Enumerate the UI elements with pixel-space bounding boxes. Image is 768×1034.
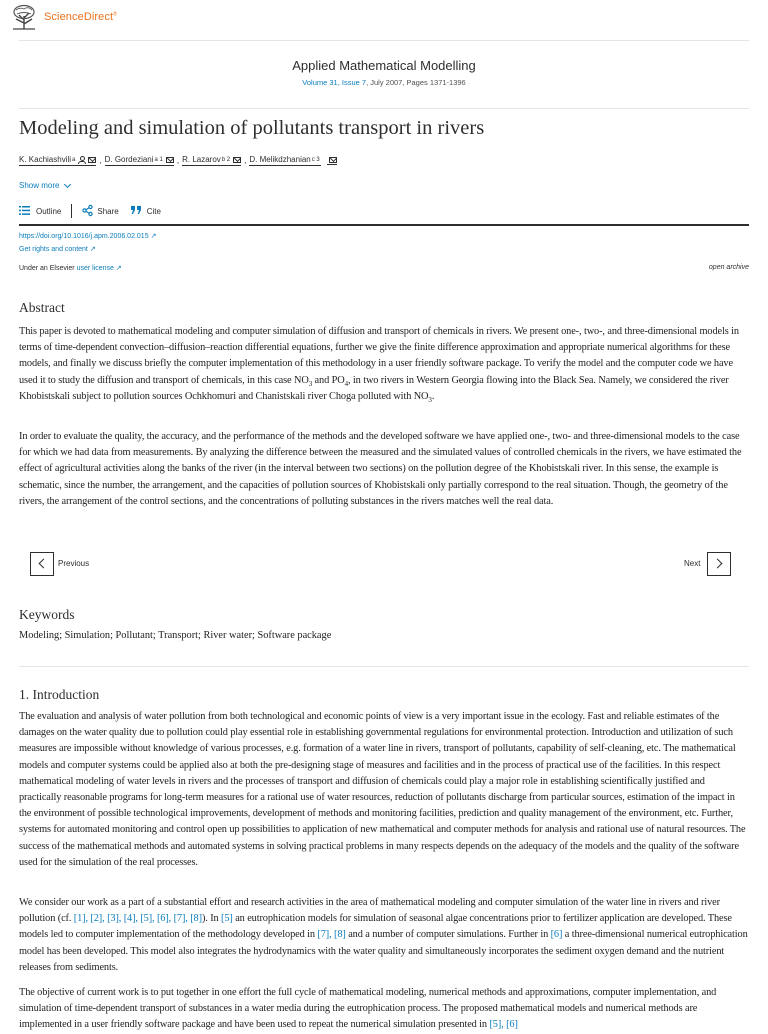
external-link-icon: ↗ [150, 233, 157, 240]
previous-button[interactable] [30, 552, 54, 576]
abstract-paragraph: In order to evaluate the quality, the accuracy, and the performance of the methods and the developed software we have applied one-, two- and three-dimensional models to the case for which we had data from measurements. By analyzing the difference between the measured and the simulated values of controlled chemicals in the rivers, we have estimated the effect of agricultural activities along the banks of the river (in the interval between two sections) on the pollution degree of the Khobistskali river. In this sense, the example is schematic, since the number, the arrangement, and the capacities of pollution sources of Khobistskali only partially correspond to the real situation. Though, the geometry of the rivers, the arrangement of the control sections, and the concentrations of polluting substances in the rivers matches well the real data. [19, 431, 742, 507]
brand-name: ScienceDirect® [44, 11, 117, 23]
introduction-paragraph: We consider our work as a part of a substantial effort and research activities in the area of mathematical modeling and computer simulation of the water line in rivers and river pollution (cf. [1], [2], [3], [4], [5], [6], [7], [8]). In [5] an eutrophication models for simulation of seasonal algae concentrations prior to fertilizer application are developed. These models led to computer implementation of the methodology developed in [7], [8] and a number of computer simulations. Further in [6] a three-dimensional numerical eutrophication model has been developed. This model also integrates the hydrodynamics with the water quality and simultaneously incorporates the sediment oxygen demand and the nutrient releases from sediments. [19, 897, 748, 973]
journal-title[interactable]: Applied Mathematical Modelling [292, 58, 476, 73]
author-link[interactable]: R. Lazarov b 2 [182, 155, 241, 166]
email-icon [166, 157, 174, 163]
section-divider [19, 666, 749, 667]
site-header [0, 0, 768, 40]
reference-links[interactable]: [1], [2], [3], [4], [5], [6], [7], [8] [73, 913, 202, 925]
sciencedirect-logo[interactable] [10, 4, 117, 30]
journal-issue-info: Volume 31, Issue 7, July 2007, Pages 1371-1396 [302, 78, 466, 87]
list-icon [19, 206, 30, 217]
author-separator: , [244, 156, 247, 165]
cite-button[interactable]: Cite [131, 206, 161, 217]
reference-link[interactable]: [6] [550, 929, 563, 941]
introduction-paragraph: The evaluation and analysis of water pollution from both technological and economic points of view is a very important issue in the ecology. Fast and reliable estimates of the damages on the water quality due to pollution could play essential role in establishing governmental regulations for environmental protection. Introduction and utilization of such measures are impossible without knowledge of various processes, e.g. formation of a water line in rivers, transport of pollutants, capability of self-cleaning, etc. The mathematical models and computer systems could be applied also at both the pre-designing stage of measures and facilities and in the process of practical use of the facilities. In this respect mathematical modeling of water levels in rivers and the processes of transport and diffusion of chemicals could play a major role in establishing scientifically justified and practically reasonable programs for long-term measures for a rational use of water resources, reduction of pollutants discharge from particular sources, estimation of the impact in the environment of possible technological improvements, development of methods and monitoring facilities, prediction and quality management of the environment, etc. Further, systems for automated monitoring and control open up possibilities to application of new mathematical and computer methods for analysis and rational use of natural resources. The success of the mathematical methods and automated systems in solving practical problems in many respects depends on the adequacy of the models and the quality of the software used for the simulation of the real processes. [19, 711, 746, 868]
article-title: Modeling and simulation of pollutants transport in rivers [19, 117, 485, 139]
corresponding-author-icon [78, 156, 86, 164]
introduction-heading: 1. Introduction [19, 687, 100, 702]
author-link[interactable]: K. Kachiashvili a [19, 155, 96, 166]
user-license-link[interactable]: user license ↗ [76, 265, 122, 272]
license-info: Under an Elsevier user license ↗ [19, 265, 122, 272]
doi-link[interactable]: https://doi.org/10.1016/j.apm.2006.02.015 ↗ [19, 233, 157, 240]
volume-issue-link[interactable]: Volume 31, Issue 7 [302, 78, 367, 87]
share-button[interactable]: Share [82, 205, 118, 218]
article-toolbar [19, 204, 161, 218]
abstract-paragraph: This paper is devoted to mathematical modeling and computer simulation of diffusion and transport of chemicals in rivers. We present one-, two-, and three-dimensional models in terms of time-dependent convection–diffusion–reaction differential equations, further we give the finite difference approximation and appropriate numerical algorithms for these models, and finally we discuss briefly the computer implementation of this methodology in a user friendly software package. To verify the model and the computer code we have used it to study the diffusion and transport of chemicals, in this case $NO_3$ and $PO_4$, in two rivers in Western Georgia flowing into the Black Sea. Namely, we considered the river Khobistskali subject to pollution sources Ochkhomuri and Chanistskali river Choga polluted with $NO_3$. [19, 326, 739, 404]
author-list [19, 155, 337, 166]
open-archive-label: open archive [708, 264, 749, 271]
chevron-left-icon [39, 559, 49, 569]
elsevier-tree-icon [10, 4, 38, 30]
reference-link[interactable]: [5] [221, 913, 233, 925]
keywords-list: Modeling; Simulation; Pollutant; Transport; River water; Software package [19, 630, 332, 641]
next-button[interactable] [707, 552, 731, 576]
author-email-link[interactable] [327, 157, 337, 165]
toolbar-separator [71, 204, 72, 218]
previous-label[interactable]: Previous [58, 559, 90, 568]
toolbar-divider [19, 224, 749, 226]
keywords-heading: Keywords [19, 607, 75, 622]
author-link[interactable]: D. Gordeziani a 1 [105, 155, 174, 166]
external-link-icon: ↗ [89, 246, 96, 253]
author-link[interactable]: D. Melikdzhanian c 3 [249, 155, 320, 164]
reference-links[interactable]: [7], [8] [317, 929, 346, 941]
external-link-icon: ↗ [115, 265, 122, 272]
introduction-paragraph: The objective of current work is to put together in one effort the full cycle of mathematical modeling, numerical methods and approximations, computer implementation, and simulation of time-dependent transport of substances in a water media during the eutrophication process. The proposed mathematical models and numerical methods are implemented in a user friendly software package and have been used to repeat the numerical simulation presented in [5], [6] [19, 987, 717, 1031]
header-divider [19, 40, 749, 41]
email-icon [88, 157, 96, 163]
outline-button[interactable]: Outline [19, 206, 61, 217]
share-icon [82, 205, 93, 218]
quote-icon [131, 206, 142, 217]
author-separator: , [176, 156, 180, 165]
journal-divider [19, 108, 749, 109]
email-icon [233, 157, 241, 163]
author-separator: , [99, 156, 102, 165]
chevron-down-icon [64, 180, 71, 187]
rights-link[interactable]: Get rights and content ↗ [19, 246, 96, 253]
abstract-heading: Abstract [19, 300, 65, 315]
email-icon [329, 157, 337, 163]
chevron-right-icon [713, 559, 723, 569]
show-more-button[interactable]: Show more [19, 181, 70, 190]
next-label[interactable]: Next [684, 559, 701, 568]
reference-links[interactable]: [5], [6] [489, 1019, 518, 1031]
